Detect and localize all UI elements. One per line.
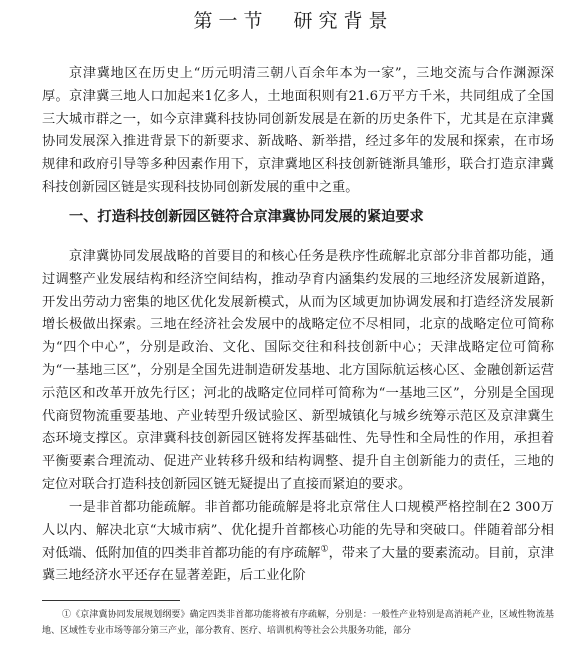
footnote: ①《京津冀协同发展规划纲要》确定四类非首都功能将被有序疏解，分别是：一般性产业特别是高消耗产业，区域性物流基地、区域性专业市场等部分第三产业，部分教育、医疗、培训机构等社会公共服务功能，部分 xyxy=(42,610,554,636)
section-title: 第一节 研究背景 xyxy=(193,10,394,32)
paragraph-text-continued: ，带来了大量的要素流动。目前，京津冀三地经济水平还存在显著差距，后工业化阶 xyxy=(42,545,555,584)
footnote-divider xyxy=(42,600,180,601)
body-paragraph-with-note xyxy=(42,497,554,588)
paragraph-text: 一是非首都功能疏解。非首都功能疏解是将北京常住人口规模严格控制在2 300万人以内、解决北京“大城市病”、优化提升首都核心功能的先导和突破口。伴随着部分相对低端、低附加值的四类非首都功能的有序疏解 xyxy=(42,500,554,561)
body-paragraph: 京津冀协同发展战略的首要目的和核心任务是秩序性疏解北京部分非首都功能，通过调整产业发展结构和经济空间结构，推动孕育内涵集约发展的三地经济发展新道路，开发出劳动力密集的地区优化发展新模式，从而为区域更加协调发展和打造经济发展新增长极做出探索。三地在经济社会发展中的战略定位不尽相同，北京的战略定位可简称为“四个中心”，分别是政治、文化、国际交往和科技创新中心；天津战略定位可简称为“一基地三区”，分别是全国先进制造研发基地、北方国际航运核心区、金融创新运营示范区和改革开放先行区；河北的战略定位同样可简称为“一基地三区”，分别是全国现代商贸物流重要基地、产业转型升级试验区、新型城镇化与城乡统筹示范区及京津冀生态环境支撑区。京津冀科技创新园区链将发挥基础性、先导性和全局性的作用，承担着平衡要素合理流动、促进产业转移升级和结构调整、提升自主创新能力的责任，三地的定位对联合打造科技创新园区链无疑提出了直接而紧迫的要求。 xyxy=(42,249,554,492)
footnote-marker[interactable]: ① xyxy=(320,544,329,555)
intro-paragraph: 京津冀地区在历史上“历元明清三朝八百余年本为一家”，三地交流与合作渊源深厚。京津冀三地人口加起来1亿多人，土地面积则有21.6万平方千米，共同组成了全国三大城市群之一，如今京津冀科技协同创新发展是在新的历史条件下，尤其是在京津冀协同发展深入推进背景下的新要求、新战略、新举措，经过多年的发展和探索，在市场规律和政府引导等多种因素作用下，京津冀地区科技创新链渐具雏形，联合打造京津冀科技创新园区链是实现科技协同创新发展的重中之重。 xyxy=(42,66,554,195)
section-heading: 一、打造科技创新园区链符合京津冀协同发展的紧迫要求 xyxy=(69,209,424,225)
